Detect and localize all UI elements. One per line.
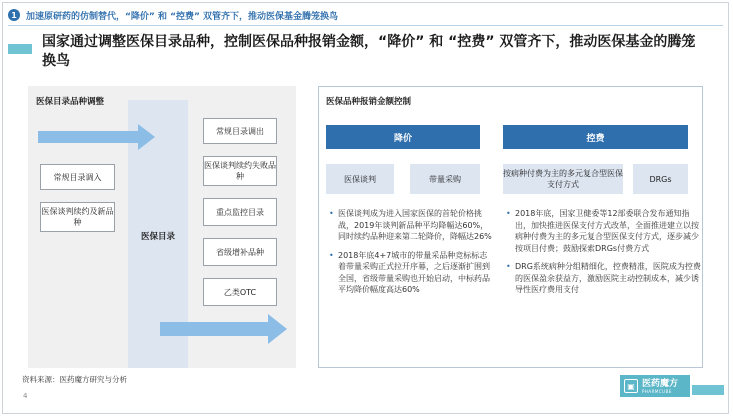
section-title: 加速原研药的仿制替代，“降价” 和 “控费” 双管齐下，推动医保基金腾笼换鸟: [26, 11, 339, 22]
outflow-item-negotiation-failed: 医保谈判续约失败品种: [203, 156, 277, 186]
outflow-item-regular: 常规目录调出: [203, 118, 277, 144]
list-item: • 医保谈判成为进入国家医保的首轮价格挑战，2019年谈判新品种平均降幅达60%，同时续约品种迎来第二轮降价，降幅达26%: [338, 208, 494, 243]
outflow-item-otc: 乙类OTC: [203, 278, 277, 306]
inflow-item-negotiation: 医保谈判续约及新品种: [40, 202, 115, 232]
outflow-arrow-icon: [160, 314, 288, 344]
cost-control-bullets: [503, 208, 701, 303]
catalog-adjustment-title: 医保目录品种调整: [36, 97, 105, 107]
outflow-item-provincial: 省级增补品种: [203, 238, 277, 266]
outflow-item-key-monitoring: 重点监控目录: [203, 198, 277, 226]
logo-text: 医药魔方: [642, 378, 679, 389]
cost-control-header: 控费: [503, 125, 688, 149]
inflow-item-regular: 常规目录调入: [40, 164, 115, 190]
cube-icon: ▣: [624, 379, 638, 393]
tag-payment-method: 按病种付费为主的多元复合型医保支付方式: [503, 164, 623, 194]
section-header: [8, 8, 338, 22]
accent-bar-left: [8, 44, 32, 54]
tag-negotiation: 医保谈判: [326, 164, 394, 194]
pharmcube-logo: [620, 375, 690, 397]
logo-subtext: PHARMCUBE: [642, 388, 672, 394]
inflow-arrow-icon: [38, 124, 156, 150]
list-item: • 2018年底，国家卫健委等12部委联合发布通知指出，加快推进医保支付方式改革，全面推进建立以按病种付费为主的多元复合型医保支付方式，逐步减少按项目付费；鼓励探索DRGs付费方式: [515, 208, 701, 254]
page-number: 4: [23, 392, 28, 400]
section-divider: [8, 25, 723, 26]
accent-bar-right: [692, 385, 724, 395]
section-number-badge: 1: [8, 9, 20, 21]
slide-headline: 国家通过调整医保目录品种，控制医保品种报销金额，“降价” 和 “控费” 双管齐下，推动医保基金的腾笼换鸟: [42, 34, 696, 69]
source-note: 资料来源：医药魔方研究与分析: [22, 375, 127, 384]
price-cut-bullets: [326, 208, 494, 303]
catalog-center-label: 医保目录: [140, 232, 175, 242]
tag-volume-procurement: 带量采购: [410, 164, 480, 194]
list-item: • 2018年底4+7城市的带量采品种竞标标志着带量采购正式拉开序幕，之后逐渐扩围到全国，省级带量采购也开始启动，中标药品平均降价幅度高达60%: [338, 250, 494, 296]
list-item: • DRG系统病种分组精细化，控费精准，医院成为控费的医保盈余获益方，激励医院主动控制成本，减少诱导性医疗费用支付: [515, 261, 701, 296]
reimbursement-control-title: 医保品种报销金额控制: [326, 97, 412, 107]
price-cut-header: 降价: [326, 125, 480, 149]
tag-drgs: DRGs: [633, 164, 688, 194]
